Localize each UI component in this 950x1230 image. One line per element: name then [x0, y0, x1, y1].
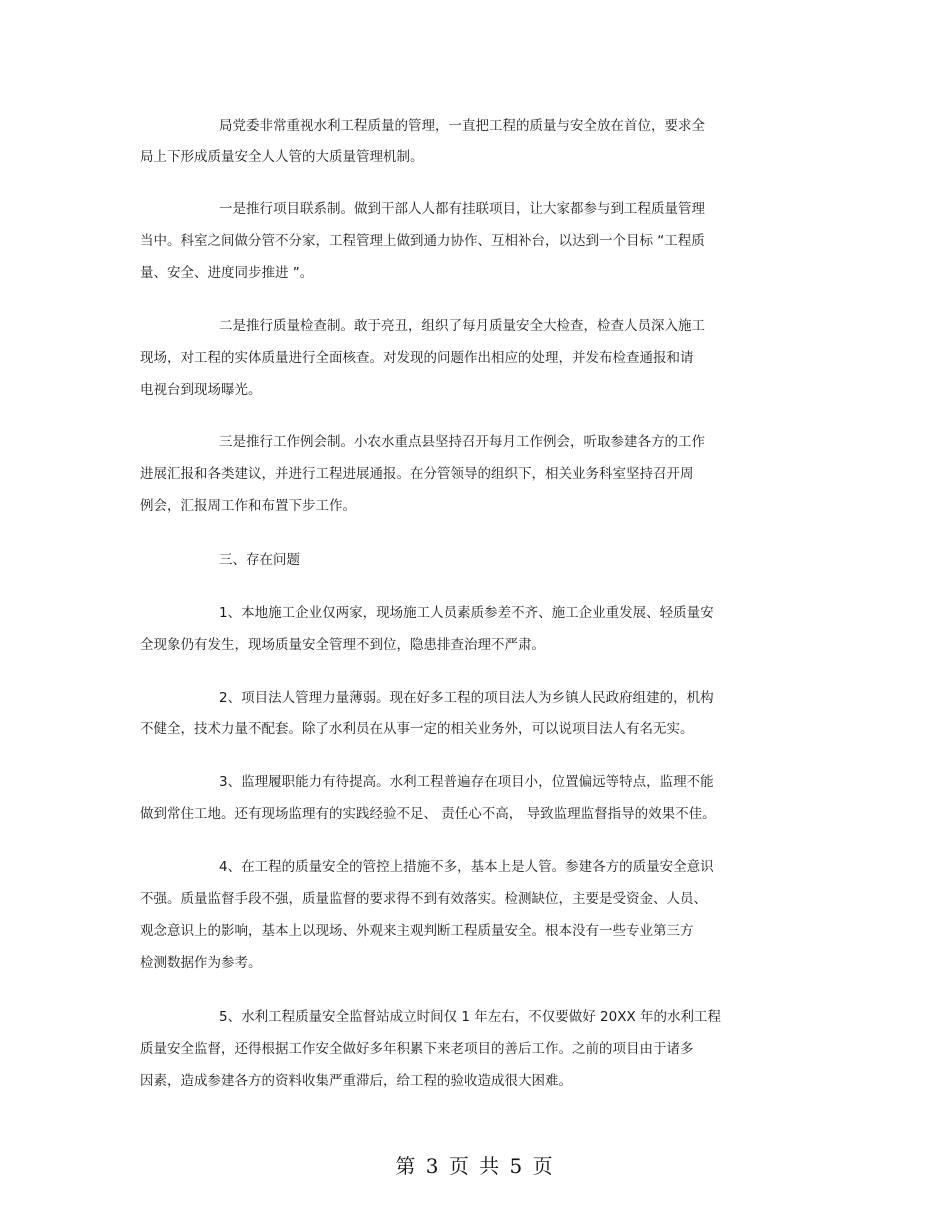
paragraph-line: 因素，造成参建各方的资料收集严重滞后，给工程的验收造成很大困难。	[140, 1073, 572, 1089]
paragraph-line: 2、项目法人管理力量薄弱。现在好多工程的项目法人为乡镇人民政府组建的，机构	[219, 690, 714, 706]
paragraph-line: 不强。质量监督手段不强，质量监督的要求得不到有效落实。检测缺位，主要是受资金、人员、	[140, 891, 707, 907]
paragraph-line: 做到常住工地。还有现场监理有的实践经验不足、 责任心不高， 导致监理监督指导的效果不佳。	[140, 806, 716, 822]
page-number-footer: 第 3 页 共 5 页	[395, 1154, 555, 1178]
paragraph-line: 例会，汇报周工作和布置下步工作。	[140, 498, 356, 514]
paragraph-line: 电视台到现场曝光。	[140, 382, 262, 398]
paragraph-line: 质量安全监督，还得根据工作安全做好多年积累下来老项目的善后工作。之前的项目由于诸多	[140, 1041, 694, 1057]
paragraph-line: 量、安全、进度同步推进 ”。	[140, 265, 314, 281]
paragraph-line: 全现象仍有发生，现场质量安全管理不到位，隐患排查治理不严肃。	[140, 637, 545, 653]
paragraph-line: 局党委非常重视水利工程质量的管理，一直把工程的质量与安全放在首位，要求全	[219, 118, 705, 134]
paragraph-line: 现场，对工程的实体质量进行全面核查。对发现的问题作出相应的处理，并发布检查通报和请	[140, 350, 694, 366]
paragraph-line: 一是推行项目联系制。做到干部人人都有挂联项目，让大家都参与到工程质量管理	[219, 201, 705, 217]
paragraph-line: 局上下形成质量安全人人管的大质量管理机制。	[140, 149, 424, 165]
paragraph-line: 不健全，技术力量不配套。除了水利员在从事一定的相关业务外，可以说项目法人有名无实。	[140, 721, 694, 737]
paragraph-line: 当中。科室之间做分管不分家，工程管理上做到通力协作、互相补台，以达到一个目标 “工程质	[140, 233, 705, 249]
paragraph-line: 3、监理履职能力有待提高。水利工程普遍存在项目小，位置偏远等特点，监理不能	[219, 774, 714, 790]
paragraph-line: 三是推行工作例会制。小农水重点县坚持召开每月工作例会，听取参建各方的工作	[219, 434, 705, 450]
section-heading: 三、存在问题	[219, 552, 300, 568]
paragraph-line: 进展汇报和各类建议，并进行工程进展通报。在分管领导的组织下，相关业务科室坚持召开周	[140, 466, 694, 482]
paragraph-line: 1、本地施工企业仅两家，现场施工人员素质参差不齐、施工企业重发展、轻质量安	[219, 605, 714, 621]
paragraph-line: 观念意识上的影响，基本上以现场、外观来主观判断工程质量安全。根本没有一些专业第三方	[140, 923, 694, 939]
paragraph-line: 5、水利工程质量安全监督站成立时间仅 1 年左右，不仅要做好 20XX 年的水利工程	[219, 1009, 722, 1025]
paragraph-line: 4、在工程的质量安全的管控上措施不多，基本上是人管。参建各方的质量安全意识	[219, 859, 714, 875]
paragraph-line: 二是推行质量检查制。敢于亮丑，组织了每月质量安全大检查，检查人员深入施工	[219, 318, 705, 334]
paragraph-line: 检测数据作为参考。	[140, 955, 262, 971]
